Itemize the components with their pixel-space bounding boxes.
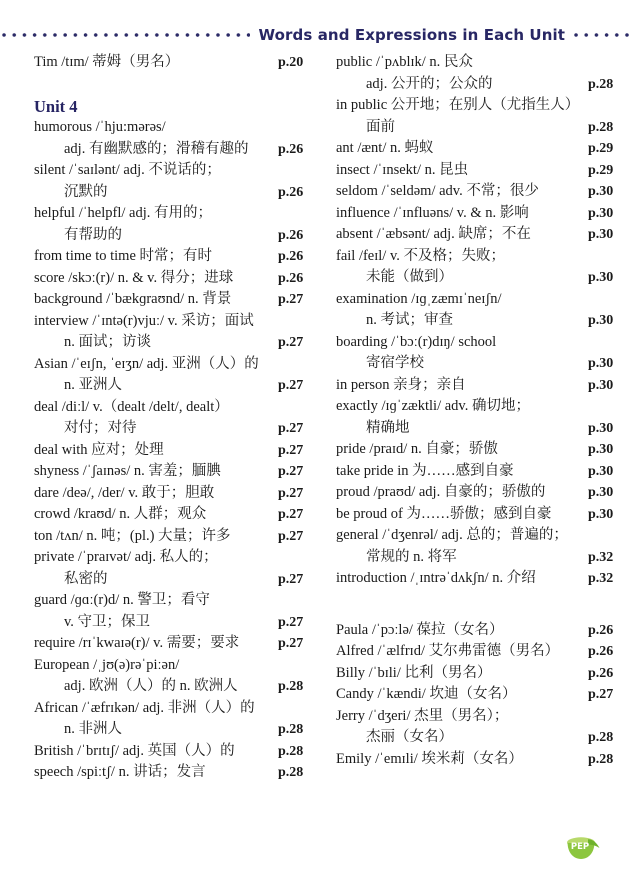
vocab-line (336, 749, 628, 771)
vocab-text: British /ˈbrɪtɪʃ/ adj. 英国（人）的 (34, 742, 235, 759)
vocab-line (34, 461, 320, 483)
vocab-line (34, 182, 320, 204)
page-reference: p.27 (278, 292, 304, 307)
vocab-text: in person 亲身；亲自 (336, 376, 466, 393)
vocab-text: ant /ænt/ n. 蚂蚁 (336, 140, 434, 156)
vocab-text: Emily /ˈemɪli/ 埃米莉（女名） (336, 750, 523, 767)
vocab-line (336, 52, 628, 74)
vocab-text: helpful /ˈhelpfl/ adj. 有用的； (34, 205, 212, 221)
vocab-line (34, 246, 320, 268)
vocab-line (336, 375, 628, 397)
vocab-line (336, 310, 628, 332)
page-reference: p.26 (278, 249, 304, 264)
right-column (336, 52, 628, 770)
page-reference: p.32 (588, 549, 614, 565)
header-dotted-rule-left (2, 29, 250, 41)
vocab-text: Paula /ˈpɔːlə/ 葆拉（女名） (336, 621, 504, 638)
vocab-text: 未能（做到） (366, 269, 453, 285)
vocab-text: 精确地 (366, 419, 410, 436)
vocab-line (336, 706, 628, 728)
page-reference: p.30 (588, 270, 614, 285)
vocab-text: deal with 应对；处理 (34, 441, 164, 458)
vocab-text: examination /ɪɡˌzæmɪˈneɪʃn/ (336, 290, 502, 307)
vocab-text: 私密的 (64, 570, 108, 587)
pre-unit-entries (34, 52, 320, 74)
vocab-text: absent /ˈæbsənt/ adj. 缺席；不在 (336, 226, 531, 242)
vocab-line (34, 655, 320, 677)
vocab-line (336, 246, 628, 268)
vocab-text: general /ˈdʒenrəl/ adj. 总的；普遍的； (336, 527, 568, 543)
page-reference: p.20 (278, 55, 304, 70)
vocab-text: introduction /ˌɪntrəˈdʌkʃn/ n. 介绍 (336, 570, 536, 586)
vocab-text: v. 守卫；保卫 (64, 613, 151, 630)
vocab-line (336, 353, 628, 375)
spacer (336, 590, 628, 620)
vocab-line (336, 117, 628, 139)
page-reference: p.26 (278, 184, 304, 200)
spacer (34, 74, 320, 96)
page-reference: p.26 (278, 227, 304, 243)
page-reference: p.26 (278, 270, 304, 286)
vocab-line (336, 74, 628, 96)
vocab-text: adj. 有幽默感的；滑稽有趣的 (64, 140, 249, 157)
vocab-line (336, 138, 628, 160)
vocab-text: humorous /ˈhju:mərəs/ (34, 119, 166, 135)
vocab-text: public /ˈpʌblɪk/ n. 民众 (336, 54, 473, 70)
vocab-text: deal /diːl/ v.（dealt /delt/, dealt） (34, 398, 229, 415)
vocab-line (34, 440, 320, 462)
vocab-line (34, 311, 320, 333)
vocab-line (336, 547, 628, 569)
vocab-text: speech /spiːtʃ/ n. 讲话；发言 (34, 764, 206, 780)
vocab-line (34, 418, 320, 440)
vocab-text: silent /ˈsaɪlənt/ adj. 不说话的； (34, 162, 221, 178)
vocab-line (34, 139, 320, 161)
page-reference: p.32 (588, 571, 614, 586)
vocab-line (336, 568, 628, 590)
vocab-line (34, 741, 320, 763)
vocab-line (336, 160, 628, 182)
page-reference: p.28 (278, 679, 304, 694)
page-reference: p.30 (588, 184, 614, 199)
vocab-line (336, 641, 628, 663)
vocab-text: private /ˈpraɪvət/ adj. 私人的； (34, 549, 218, 565)
vocab-line (336, 224, 628, 246)
page-reference: p.30 (588, 377, 614, 393)
vocab-text: shyness /ˈʃaɪnəs/ n. 害羞；腼腆 (34, 463, 221, 479)
page-reference: p.30 (588, 420, 614, 436)
page-reference: p.26 (278, 141, 304, 157)
pep-logo (566, 836, 604, 862)
vocab-text: background /ˈbækɡraʊnd/ n. 背景 (34, 291, 232, 307)
vocab-line (336, 482, 628, 504)
vocab-text: Billy /ˈbɪli/ 比利（男名） (336, 664, 492, 681)
page-reference: p.28 (278, 765, 304, 780)
page-reference: p.27 (278, 485, 304, 501)
vocab-text: be proud of 为……骄傲；感到自豪 (336, 505, 552, 522)
page-reference: p.27 (278, 464, 304, 479)
page-reference: p.28 (588, 119, 614, 135)
vocab-line (336, 289, 628, 311)
vocab-line (336, 727, 628, 749)
page-reference: p.27 (278, 421, 304, 436)
vocab-line (336, 203, 628, 225)
page-reference: p.27 (588, 687, 614, 702)
page-reference: p.27 (278, 571, 304, 587)
vocab-line (336, 332, 628, 354)
page-reference: p.27 (278, 614, 304, 630)
svg-text:PEP: PEP (570, 842, 590, 852)
vocab-line (34, 289, 320, 311)
vocab-line (34, 569, 320, 591)
page-reference: p.27 (278, 636, 304, 651)
page-reference: p.30 (588, 485, 614, 500)
vocab-text: guard /ɡɑː(r)d/ n. 警卫；看守 (34, 592, 210, 608)
page-reference: p.30 (588, 356, 614, 371)
vocab-text: n. 亚洲人 (64, 377, 122, 393)
page-reference: p.26 (588, 644, 614, 659)
vocab-text: n. 面试；访谈 (64, 334, 151, 350)
vocab-text: African /ˈæfrɪkən/ adj. 非洲（人）的 (34, 699, 255, 716)
page-reference: p.28 (278, 722, 304, 737)
vocab-line (336, 620, 628, 642)
vocab-text: n. 考试；审查 (366, 312, 453, 328)
page-reference: p.28 (278, 743, 304, 759)
vocab-text: Jerry /ˈdʒeri/ 杰里（男名）； (336, 707, 509, 724)
vocab-text: Tim /tɪm/ 蒂姆（男名） (34, 54, 180, 70)
page-reference: p.26 (588, 665, 614, 681)
vocab-line (336, 663, 628, 685)
vocab-text: score /skɔː(r)/ n. & v. 得分；进球 (34, 269, 234, 286)
vocab-text: influence /ˈɪnfluəns/ v. & n. 影响 (336, 204, 529, 221)
page-reference: p.28 (588, 751, 614, 767)
vocab-text: dare /deə/, /der/ v. 敢于；胆敢 (34, 484, 215, 501)
vocab-text: exactly /ɪɡˈzæktli/ adv. 确切地； (336, 398, 530, 414)
vocab-line (34, 719, 320, 741)
right-entries (336, 52, 628, 590)
vocab-text: 面前 (366, 118, 395, 135)
vocab-text: 对付；对待 (64, 420, 137, 436)
vocab-line (34, 547, 320, 569)
vocab-text: fail /feɪl/ v. 不及格；失败； (336, 247, 506, 264)
page-reference: p.30 (588, 313, 614, 328)
vocab-line (336, 396, 628, 418)
page-reference: p.28 (588, 76, 614, 92)
vocab-line (34, 762, 320, 784)
vocab-line (34, 268, 320, 290)
vocab-line (336, 418, 628, 440)
vocab-text: require /rɪˈkwaɪə(r)/ v. 需要；要求 (34, 635, 240, 651)
vocab-text: boarding /ˈbɔː(r)dɪŋ/ school (336, 333, 497, 350)
vocab-text: seldom /ˈseldəm/ adv. 不常；很少 (336, 183, 539, 199)
vocab-line (34, 698, 320, 720)
page-header (0, 22, 640, 48)
page-title: Words and Expressions in Each Unit (258, 26, 565, 44)
page-reference: p.27 (278, 528, 304, 544)
vocab-text: 有帮助的 (64, 226, 122, 243)
vocab-line (34, 375, 320, 397)
vocab-line (34, 590, 320, 612)
page-reference: p.27 (278, 442, 304, 458)
vocab-text: adj. 欧洲（人）的 n. 欧洲人 (64, 678, 238, 694)
page-reference: p.30 (588, 442, 614, 457)
page-reference: p.27 (278, 335, 304, 350)
page-reference: p.26 (588, 622, 614, 638)
vocab-text: interview /ˈɪntə(r)vjuː/ v. 采访；面试 (34, 312, 254, 329)
vocab-line (336, 461, 628, 483)
vocab-line (336, 267, 628, 289)
vocab-text: 沉默的 (64, 183, 108, 200)
page-reference: p.28 (588, 730, 614, 745)
vocab-text: ton /tʌn/ n. 吨；(pl.) 大量；许多 (34, 527, 231, 544)
vocab-line (34, 160, 320, 182)
vocab-text: 杰丽（女名） (366, 729, 453, 745)
left-entries (34, 117, 320, 784)
vocab-line (34, 397, 320, 419)
vocab-line (336, 684, 628, 706)
vocab-line (34, 52, 320, 74)
vocab-line (34, 612, 320, 634)
page-reference: p.30 (588, 463, 614, 479)
vocab-text: from time to time 时常；有时 (34, 248, 213, 264)
vocab-line (336, 525, 628, 547)
vocab-text: Candy /ˈkændi/ 坎迪（女名） (336, 686, 517, 702)
vocab-line (34, 633, 320, 655)
vocab-text: n. 非洲人 (64, 721, 122, 737)
vocab-line (34, 225, 320, 247)
vocab-line (336, 504, 628, 526)
vocab-text: 寄宿学校 (366, 355, 424, 371)
vocab-text: insect /ˈɪnsekt/ n. 昆虫 (336, 161, 469, 178)
vocab-text: pride /praɪd/ n. 自豪；骄傲 (336, 441, 498, 457)
vocab-line (34, 354, 320, 376)
page-reference: p.30 (588, 227, 614, 242)
page-reference: p.30 (588, 205, 614, 221)
unit-heading: Unit 4 (34, 96, 78, 116)
page-reference: p.27 (278, 507, 304, 522)
vocab-line (34, 332, 320, 354)
vocab-line (34, 117, 320, 139)
page-reference: p.29 (588, 162, 614, 178)
page-reference: p.29 (588, 141, 614, 156)
proper-names-entries (336, 620, 628, 771)
vocab-line (34, 483, 320, 505)
vocab-text: proud /praʊd/ adj. 自豪的；骄傲的 (336, 484, 546, 500)
left-column (34, 52, 320, 784)
vocab-line (34, 676, 320, 698)
vocab-text: Alfred /ˈælfrɪd/ 艾尔弗雷德（男名） (336, 643, 560, 659)
page-reference: p.27 (278, 378, 304, 393)
vocab-text: in public 公开地；在别人（尤指生人） (336, 97, 580, 113)
vocab-text: adj. 公开的；公众的 (366, 75, 493, 92)
vocab-line (336, 181, 628, 203)
vocab-line (336, 439, 628, 461)
vocab-text: Asian /ˈeɪʃn, ˈeɪʒn/ adj. 亚洲（人）的 (34, 355, 259, 372)
vocab-line (34, 526, 320, 548)
vocab-line (34, 504, 320, 526)
vocab-text: European /ˌjʊ(ə)rəˈpiːən/ (34, 656, 180, 673)
vocab-line (336, 95, 628, 117)
page-reference: p.30 (588, 506, 614, 522)
vocab-line (34, 203, 320, 225)
vocab-text: take pride in 为……感到自豪 (336, 462, 514, 479)
header-dotted-rule-right (574, 29, 632, 41)
vocab-text: 常规的 n. 将军 (366, 548, 457, 565)
vocab-text: crowd /kraʊd/ n. 人群；观众 (34, 506, 207, 522)
